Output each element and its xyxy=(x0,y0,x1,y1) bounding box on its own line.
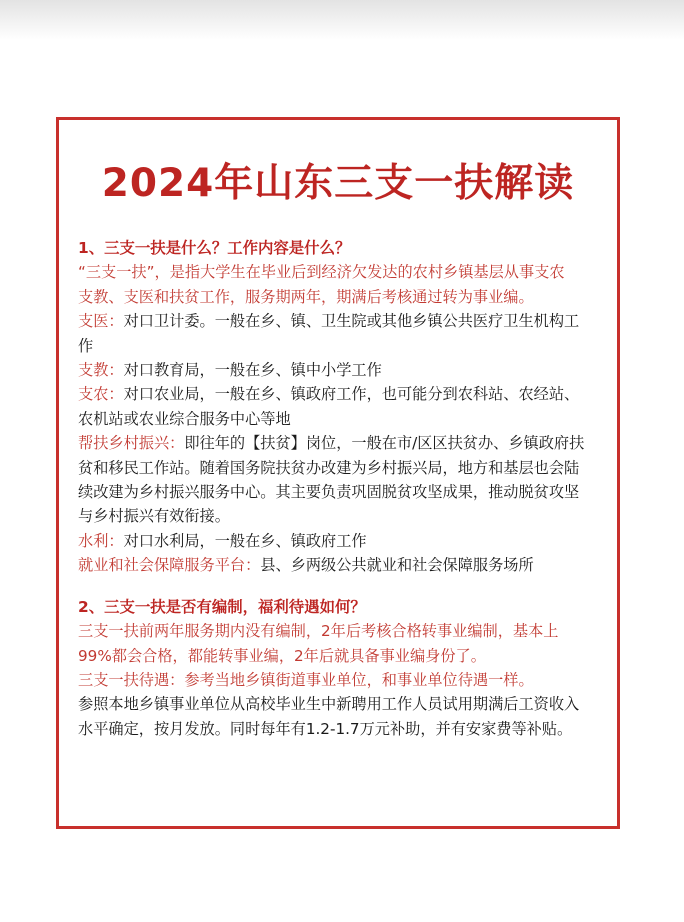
item-bangfu-line-1 xyxy=(78,431,620,455)
section-1-heading: 1、三支一扶是什么？工作内容是什么？ xyxy=(78,239,351,257)
page-title: 2024年山东三支一扶解读 xyxy=(101,161,575,206)
section-2-line-4: 参照本地乡镇事业单位从高校毕业生中新聘用工作人员试用期满后工资收入 xyxy=(78,695,580,714)
top-shade xyxy=(0,0,684,40)
item-jiuye-line-1 xyxy=(78,553,620,577)
item-zhiyi-line-2: 作 xyxy=(78,336,94,355)
item-jiuye-text: 县、乡两级公共就业和社会保障服务场所 xyxy=(260,556,534,575)
section-2-red-line-1: 三支一扶前两年服务期内没有编制，2年后考核合格转事业编制，基本上 xyxy=(78,622,559,641)
item-zhinong-label: 支农： xyxy=(78,385,124,404)
item-zhijiao-text: 对口教育局，一般在乡、镇中小学工作 xyxy=(123,361,382,380)
section-2-line-5: 水平确定，按月发放。同时每年有1.2-1.7万元补助，并有安家费等补贴。 xyxy=(78,719,573,738)
item-shuili-line-1 xyxy=(78,529,620,553)
item-zhiyi-text: 对口卫计委。一般在乡、镇、卫生院或其他乡镇公共医疗卫生机构工 xyxy=(123,312,580,331)
item-zhinong-line-2: 农机站或农业综合服务中心等地 xyxy=(78,409,291,428)
item-zhijiao-line-1 xyxy=(78,358,620,382)
item-jiuye-label: 就业和社会保障服务平台： xyxy=(78,556,261,575)
section-gap xyxy=(78,578,620,595)
article-body xyxy=(78,236,620,741)
item-bangfu-line-2: 贫和移民工作站。随着国务院扶贫办改建为乡村振兴局，地方和基层也会陆 xyxy=(78,458,580,477)
item-shuili-text: 对口水利局，一般在乡、镇政府工作 xyxy=(123,531,367,550)
item-zhiyi-label: 支医： xyxy=(78,312,124,331)
item-bangfu-label: 帮扶乡村振兴： xyxy=(78,434,185,453)
item-zhiyi-line-1 xyxy=(78,309,620,333)
item-bangfu-line-3: 续改建为乡村振兴服务中心。其主要负责巩固脱贫攻坚成果，推动脱贫攻坚 xyxy=(78,483,580,502)
item-bangfu-text: 即往年的【扶贫】岗位，一般在市/区区扶贫办、乡镇政府扶 xyxy=(184,434,585,453)
item-zhinong-line-1 xyxy=(78,382,620,406)
item-shuili-label: 水利： xyxy=(78,531,124,550)
item-zhinong-text: 对口农业局，一般在乡、镇政府工作，也可能分到农科站、农经站、 xyxy=(123,385,580,404)
section-2-heading: 2、三支一扶是否有编制，福利待遇如何？ xyxy=(78,597,366,616)
section-2-red-line-3: 三支一扶待遇：参考当地乡镇街道事业单位，和事业单位待遇一样。 xyxy=(78,670,534,689)
intro-line-1: “三支一扶”，是指大学生在毕业后到经济欠发达的农村乡镇基层从事支农 xyxy=(78,263,565,282)
item-bangfu-line-4: 与乡村振兴有效衔接。 xyxy=(78,507,230,526)
section-2-red-line-2: 99%都会合格，都能转事业编，2年后就具备事业编身份了。 xyxy=(78,646,486,665)
intro-line-2: 支教、支医和扶贫工作，服务期两年，期满后考核通过转为事业编。 xyxy=(78,287,534,306)
item-zhijiao-label: 支教： xyxy=(78,361,124,380)
